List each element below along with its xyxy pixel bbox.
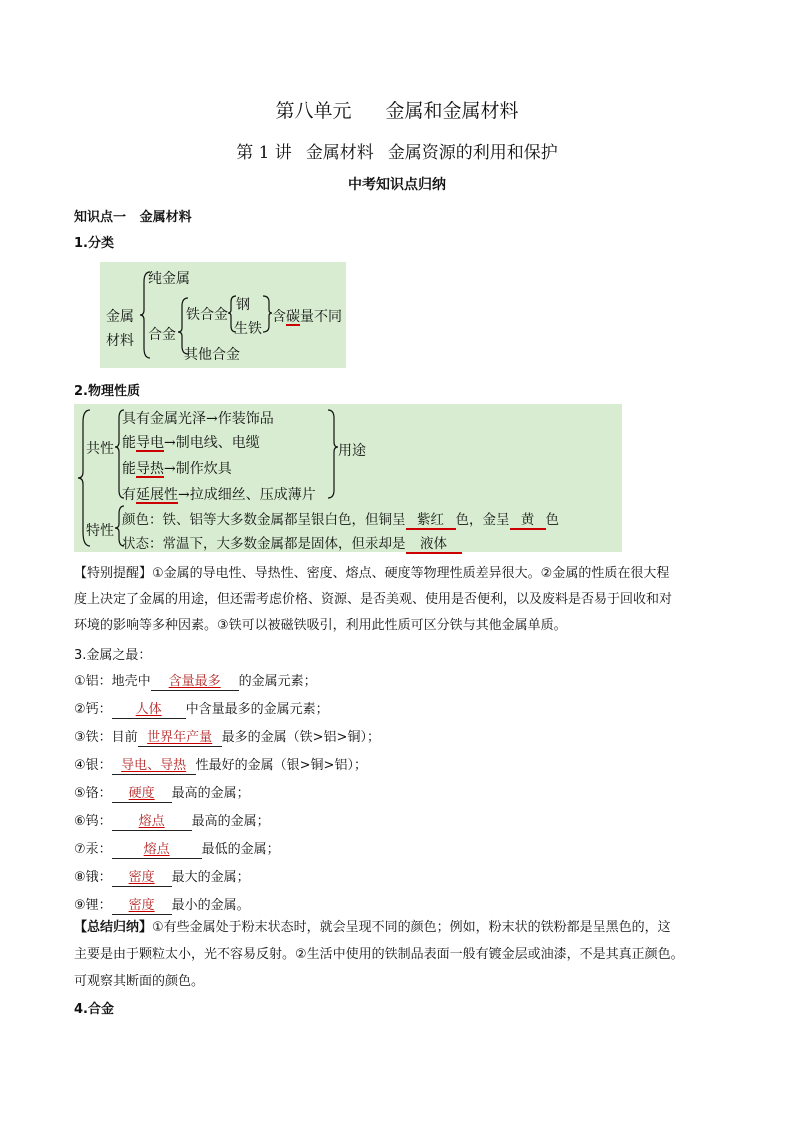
most-item xyxy=(74,698,329,719)
most-heading: 3.金属之最： xyxy=(74,648,152,663)
answer-blank: 硬度 xyxy=(112,786,172,803)
most-item-suffix: 中含量最多的金属元素； xyxy=(185,702,329,717)
use-label: 用途 xyxy=(338,443,366,459)
most-item xyxy=(74,670,317,691)
most-item xyxy=(74,726,380,747)
property-luster: 具有金属光泽→作装饰品 xyxy=(122,411,274,427)
answer-blank: 导电、导热 xyxy=(112,758,196,775)
classify-heading: 1.分类 xyxy=(74,236,114,251)
pig-iron: 生铁 xyxy=(234,321,262,337)
most-item-suffix: 性最好的金属（银>铜>铝）； xyxy=(195,758,367,773)
property-ductility: 有延展性→拉成细丝、压成薄片 xyxy=(122,487,316,503)
most-item xyxy=(74,754,367,775)
special-label: 特性 xyxy=(86,523,114,539)
kp1-heading: 知识点一 金属材料 xyxy=(74,210,192,225)
most-item-label: ①铝：地壳中 xyxy=(74,674,151,689)
most-item-label: ④银： xyxy=(74,758,112,773)
most-item xyxy=(74,838,280,859)
summary-line-2: 主要是由于颗粒太小，光不容易反射。②生活中使用的铁制品表面一般有镀金层或油漆，不是其真正颜色。 xyxy=(74,947,684,962)
most-item-suffix: 最小的金属。 xyxy=(171,898,250,913)
common-label: 共性 xyxy=(86,441,114,457)
most-item-label: ③铁：目前 xyxy=(74,730,138,745)
most-item-suffix: 最高的金属； xyxy=(191,814,270,829)
root-label: 材料 xyxy=(106,333,134,349)
physical-heading: 2.物理性质 xyxy=(74,384,140,399)
steel: 钢 xyxy=(236,297,250,313)
most-item-suffix: 的金属元素； xyxy=(238,674,317,689)
most-item xyxy=(74,810,270,831)
most-item xyxy=(74,866,250,887)
lesson-title: 第 1 讲 金属材料 金属资源的利用和保护 xyxy=(236,143,558,163)
most-item-label: ②钙： xyxy=(74,702,112,717)
answer-blank: 熔点 xyxy=(112,842,202,859)
other-alloy: 其他合金 xyxy=(184,347,240,363)
property-color: 颜色：铁、铝等大多数金属都呈银白色，但铜呈 紫红 色，金呈 黄 色 xyxy=(122,508,559,530)
tip-line-3: 环境的影响等多种因素。③铁可以被磁铁吸引，利用此性质可区分铁与其他金属单质。 xyxy=(74,618,567,633)
most-item-label: ⑨锂： xyxy=(74,898,112,913)
root-label: 金属 xyxy=(106,309,134,325)
most-item-suffix: 最高的金属； xyxy=(171,786,250,801)
physical-box xyxy=(74,404,622,552)
most-item-label: ⑥钨： xyxy=(74,814,112,829)
most-item-suffix: 最低的金属； xyxy=(201,842,280,857)
most-item xyxy=(74,894,250,915)
answer-blank: 含量最多 xyxy=(151,674,239,691)
most-item-suffix: 最大的金属； xyxy=(171,870,250,885)
tip-line-2: 度上决定了金属的用途，但还需考虑价格、资源、是否美观、使用是否便利，以及废料是否易于回收和对 xyxy=(74,592,673,607)
answer-blank: 密度 xyxy=(112,870,172,887)
most-item-label: ⑧锇： xyxy=(74,870,112,885)
alloy-heading: 4.合金 xyxy=(74,1002,114,1017)
carbon-note: 含碳量不同 xyxy=(272,309,342,325)
summary-line-1: 【总结归纳】①有些金属处于粉末状态时，就会呈现不同的颜色；例如，粉末状的铁粉都是呈黑色的，这 xyxy=(74,920,671,935)
tip-line-1: 【特别提醒】①金属的导电性、导热性、密度、熔点、硬度等物理性质差异很大。②金属的性质在很大程 xyxy=(74,566,670,581)
answer-blank: 密度 xyxy=(112,898,172,915)
answer-blank: 人体 xyxy=(112,702,186,719)
most-item-suffix: 最多的金属（铁>铝>铜）； xyxy=(221,730,380,745)
unit-title: 第八单元 金属和金属材料 xyxy=(275,100,519,122)
most-item-label: ⑤铬： xyxy=(74,786,112,801)
alloy-label: 合金 xyxy=(148,327,176,343)
property-thermal: 能导热→制作炊具 xyxy=(122,461,232,477)
property-conductivity: 能导电→制电线、电缆 xyxy=(122,435,260,451)
most-item-label: ⑦汞： xyxy=(74,842,112,857)
property-state: 状态：常温下，大多数金属都是固体，但汞却是 液体 xyxy=(122,532,462,554)
most-item xyxy=(74,782,250,803)
section-title: 中考知识点归纳 xyxy=(348,177,446,193)
answer-blank: 熔点 xyxy=(112,814,192,831)
answer-blank: 世界年产量 xyxy=(138,730,222,747)
classify-box xyxy=(100,262,346,368)
summary-line-3: 可观察其断面的颜色。 xyxy=(74,974,205,989)
pure-metal: 纯金属 xyxy=(148,271,190,287)
iron-alloy: 铁合金 xyxy=(186,307,228,323)
